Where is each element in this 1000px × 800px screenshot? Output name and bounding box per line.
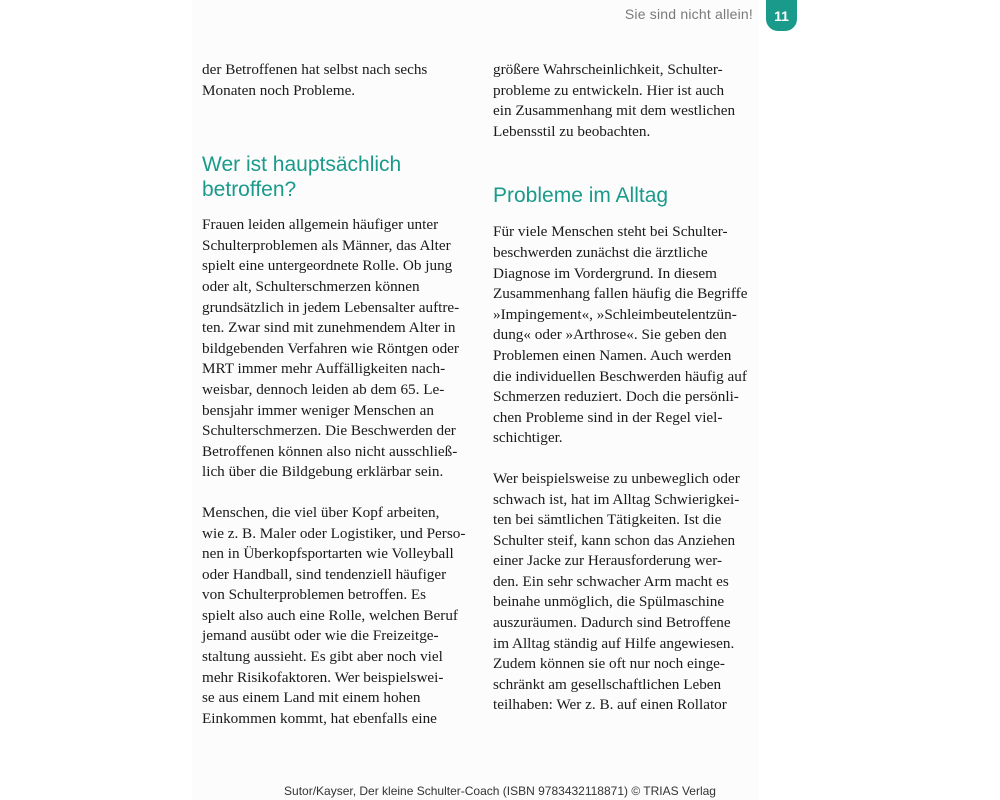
left-paragraph-2 [202,503,464,730]
text-line: lich über die Bildgebung erklärbar sein. [202,463,444,481]
left-paragraph-1 [202,215,464,483]
page-number-badge: 11 [766,0,797,31]
text-line: bensjahr immer weniger Menschen an [202,401,434,419]
text-line: teilhaben: Wer z. B. auf einen Rollator [493,696,727,714]
text-line: schränkt am gesellschaftlichen Leben [493,675,722,693]
text-line: im Alltag ständig auf Hilfe angewiesen. [493,634,735,652]
text-line: Wer beispielsweise zu unbeweglich oder [493,469,740,487]
text-line: Einkommen kommt, hat ebenfalls eine [202,709,437,727]
text-line: Frauen leiden allgemein häufiger unter [202,216,439,234]
text-line: Schmerzen reduziert. Doch die persönli- [493,388,739,406]
text-line: MRT immer mehr Auffälligkeiten nach- [202,360,446,378]
text-line: von Schulterproblemen betroffen. Es [202,586,427,604]
right-column [493,60,755,716]
text-line: jemand ausübt oder wie die Freizeitge- [202,627,439,645]
text-line: ten bei sämtlichen Tätigkeiten. Ist die [493,511,722,529]
text-line: Menschen, die viel über Kopf arbeiten, [202,503,440,521]
text-line: beinahe unmöglich, die Spülmaschine [493,593,725,611]
text-line: Für viele Menschen steht bei Schulter- [493,223,728,241]
text-line: die individuellen Beschwerden häufig auf [493,367,747,385]
text-line: mehr Risikofaktoren. Wer beispielswei- [202,668,444,686]
text-line: Zudem können sie oft nur noch einge- [493,655,725,673]
text-line: den. Ein sehr schwacher Arm macht es [493,572,729,590]
right-paragraph-2 [493,469,755,716]
text-line: oder Handball, sind tendenziell häufiger [202,565,447,583]
text-line: wie z. B. Maler oder Logistiker, und Perso- [202,524,466,542]
right-intro-paragraph [493,60,755,142]
text-line: einer Jacke zur Herausforderung wer- [493,552,723,570]
section-heading-affected [202,152,464,202]
text-line: Betroffenen können also nicht ausschließ- [202,442,458,460]
text-line: »Impingement«, »Schleimbeutelentzün- [493,305,737,323]
text-line: Diagnose im Vordergrund. In diesem [493,264,717,282]
text-line: auszuräumen. Dadurch sind Betroffene [493,614,731,632]
text-line: größere Wahrscheinlichkeit, Schulter- [493,61,723,78]
footer-citation: Sutor/Kayser, Der kleine Schulter-Coach (ISBN 9783432118871) © TRIAS Verlag [284,784,716,798]
text-line: schichtiger. [493,429,563,447]
text-line: Schulter steif, kann schon das Anziehen [493,531,736,549]
text-line: staltung aussieht. Es gibt aber noch viel [202,648,443,666]
text-line: se aus einem Land mit einem hohen [202,689,421,707]
text-line: nen in Überkopfsportarten wie Volleyball [202,545,454,563]
text-line: schwach ist, hat im Alltag Schwierigkei- [493,490,740,508]
text-line: grundsätzlich in jedem Lebensalter auftre- [202,298,460,316]
heading-line: Wer ist hauptsächlich [202,153,402,177]
text-line: spielt eine untergeordnete Rolle. Ob jung [202,257,453,275]
text-line: bildgebenden Verfahren wie Röntgen oder [202,339,459,357]
running-header: Sie sind nicht allein! [624,6,753,22]
text-line: Lebensstil zu beobachten. [493,122,651,140]
text-line: beschwerden zunächst die ärztliche [493,243,708,261]
text-line: ten. Zwar sind mit zunehmendem Alter in [202,319,456,337]
left-column [202,60,464,729]
text-line: dung« oder »Arthrose«. Sie geben den [493,326,727,344]
text-line: ein Zusammenhang mit dem westlichen [493,102,736,120]
section-heading-everyday-problems [493,183,755,208]
text-line: der Betroffenen hat selbst nach sechs [202,61,428,78]
text-line: Monaten noch Probleme. [202,81,356,99]
left-intro-paragraph [202,60,464,101]
text-line: Schulterproblemen als Männer, das Alter [202,236,451,254]
text-line: probleme zu entwickeln. Hier ist auch [493,81,725,99]
text-line: spielt also auch eine Rolle, welchen Beruf [202,606,458,624]
text-line: Problemen einen Namen. Auch werden [493,346,732,364]
heading-line: betroffen? [202,178,297,202]
text-line: weisbar, dennoch leiden ab dem 65. Le- [202,380,445,398]
text-line: chen Probleme sind in der Regel viel- [493,408,723,426]
right-paragraph-1 [493,222,755,449]
text-line: Zusammenhang fallen häufig die Begriffe [493,285,748,303]
heading-line: Probleme im Alltag [493,184,669,208]
text-line: oder alt, Schulterschmerzen können [202,277,420,295]
text-line: Schulterschmerzen. Die Beschwerden der [202,422,456,440]
